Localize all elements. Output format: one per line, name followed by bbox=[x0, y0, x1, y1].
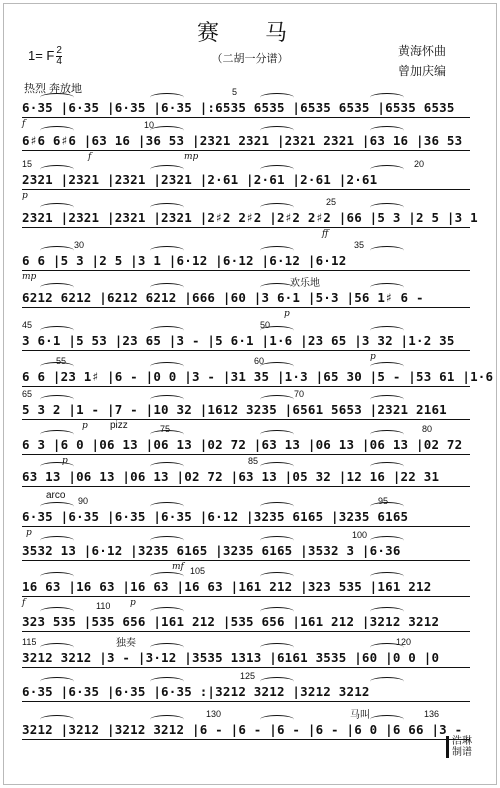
slur-arc bbox=[150, 536, 184, 545]
measure-number: 100 bbox=[352, 530, 368, 540]
slur-arc bbox=[260, 430, 294, 439]
slur-arc bbox=[150, 203, 184, 212]
slur-arc bbox=[260, 93, 294, 102]
measure-number: 15 bbox=[22, 159, 33, 169]
slur-arc bbox=[40, 326, 74, 335]
underline-beam bbox=[22, 667, 470, 668]
notation-line: 6♯6 6♯6 |63 16 |36 53 |2321 2321 |2321 2321 |63 16 |36 53 bbox=[22, 133, 463, 148]
slur-arc bbox=[150, 502, 184, 511]
underline-beam bbox=[22, 526, 470, 527]
slur-arc bbox=[40, 572, 74, 581]
dynamic-marking: p bbox=[130, 598, 136, 608]
notation-line: 323 535 |535 656 |161 212 |535 656 |161 212 |3212 3212 bbox=[22, 614, 440, 629]
notation-line: 3212 3212 |3 - |3·12 |3535 1313 |6161 3535 |60 |0 0 |0 bbox=[22, 650, 440, 665]
staff-row bbox=[22, 356, 494, 389]
slur-arc bbox=[370, 246, 404, 255]
slur-arc bbox=[260, 715, 294, 724]
measure-number: 130 bbox=[206, 709, 222, 719]
slur-arc bbox=[370, 607, 404, 616]
tempo-marking: 热烈 奔放地 bbox=[24, 83, 83, 95]
underline-beam bbox=[22, 386, 470, 387]
slur-arc bbox=[370, 126, 404, 135]
arranger-credit: 曾加庆编 bbox=[398, 64, 447, 78]
notation-line: 3532 13 |6·12 |3235 6165 |3235 6165 |3532 3 |6·36 bbox=[22, 543, 401, 558]
slur-arc bbox=[370, 536, 404, 545]
measure-number: 95 bbox=[378, 496, 389, 506]
measure-number: 35 bbox=[354, 240, 365, 250]
slur-arc bbox=[260, 643, 294, 652]
measure-number: 50 bbox=[260, 320, 271, 330]
measure-number: 30 bbox=[74, 240, 85, 250]
measure-number: 75 bbox=[160, 424, 171, 434]
dynamic-marking: p bbox=[82, 421, 88, 431]
dynamic-marking: f bbox=[22, 119, 26, 129]
slur-arc bbox=[40, 536, 74, 545]
measure-number: 85 bbox=[248, 456, 259, 466]
slur-arc bbox=[370, 203, 404, 212]
slur-arc bbox=[370, 93, 404, 102]
dynamic-marking: p bbox=[26, 528, 32, 538]
measure-number: 115 bbox=[22, 637, 37, 647]
notation-line: 3212 |3212 |3212 3212 |6 - |6 - |6 - |6 - |6 0 |6 66 |3 - bbox=[22, 722, 463, 737]
underline-beam bbox=[22, 419, 470, 420]
score-subtitle: （二胡一分谱） bbox=[211, 53, 289, 65]
slur-arc bbox=[370, 462, 404, 471]
slur-arc bbox=[40, 643, 74, 652]
slur-arc bbox=[150, 93, 184, 102]
measure-number: 20 bbox=[414, 159, 425, 169]
composer-credit: 黄海怀曲 bbox=[398, 44, 447, 58]
slur-arc bbox=[260, 165, 294, 174]
dynamic-marking: mp bbox=[184, 152, 199, 162]
slur-arc bbox=[40, 715, 74, 724]
staff-row bbox=[22, 197, 478, 239]
slur-arc bbox=[150, 677, 184, 686]
dynamic-marking: p bbox=[370, 352, 376, 362]
slur-arc bbox=[370, 283, 404, 292]
slur-arc bbox=[260, 362, 294, 371]
staff-row bbox=[22, 290, 472, 319]
measure-number: 90 bbox=[78, 496, 89, 506]
notation-line: 63 13 |06 13 |06 13 |02 72 |63 13 |05 32 |12 16 |22 31 bbox=[22, 469, 440, 484]
slur-arc bbox=[40, 203, 74, 212]
notation-line: 5 3 2 |1 - |7 - |10 32 |1612 3235 |6561 5653 |2321 2161 bbox=[22, 402, 447, 417]
measure-number: 5 bbox=[232, 87, 238, 97]
underline-beam bbox=[22, 631, 470, 632]
underline-beam bbox=[22, 117, 470, 118]
dynamic-marking: p bbox=[284, 309, 290, 319]
slur-arc bbox=[150, 326, 184, 335]
staff-row bbox=[22, 601, 472, 634]
slur-arc bbox=[150, 607, 184, 616]
underline-beam bbox=[22, 350, 470, 351]
dynamic-marking: p bbox=[22, 191, 28, 201]
slur-arc bbox=[40, 395, 74, 404]
notation-line: 6·35 |6·35 |6·35 |6·35 |6·12 |3235 6165 |3235 6165 bbox=[22, 509, 409, 524]
slur-arc bbox=[260, 607, 294, 616]
slur-arc bbox=[40, 126, 74, 135]
expression-marking: arco bbox=[46, 490, 66, 501]
slur-arc bbox=[260, 572, 294, 581]
measure-number: 105 bbox=[190, 566, 206, 576]
slur-arc bbox=[370, 165, 404, 174]
slur-arc bbox=[150, 572, 184, 581]
transcriber-stamp: 浩琳 制谱 bbox=[446, 736, 472, 758]
measure-number: 70 bbox=[294, 389, 305, 399]
staff-row bbox=[22, 159, 472, 201]
underline-beam bbox=[22, 307, 470, 308]
slur-arc bbox=[40, 165, 74, 174]
slur-arc bbox=[150, 165, 184, 174]
slur-arc bbox=[260, 395, 294, 404]
slur-arc bbox=[260, 502, 294, 511]
slur-arc bbox=[260, 677, 294, 686]
measure-number: 45 bbox=[22, 320, 33, 330]
measure-number: 136 bbox=[424, 709, 440, 719]
slur-arc bbox=[370, 326, 404, 335]
slur-arc bbox=[260, 246, 294, 255]
notation-line: 3 6·1 |5 53 |23 65 |3 - |5 6·1 |1·6 |23 65 |3 32 |1·2 35 bbox=[22, 333, 455, 348]
notation-line: 2321 |2321 |2321 |2321 |2·61 |2·61 |2·61 |2·61 bbox=[22, 172, 378, 187]
time-signature: $\frac{2}{4}$ bbox=[56, 45, 62, 67]
slur-arc bbox=[370, 430, 404, 439]
slur-arc bbox=[150, 283, 184, 292]
measure-number: 120 bbox=[396, 637, 412, 647]
slur-arc bbox=[150, 395, 184, 404]
underline-beam bbox=[22, 739, 470, 740]
expression-marking: pizz bbox=[110, 420, 128, 431]
slur-arc bbox=[150, 462, 184, 471]
underline-beam bbox=[22, 596, 470, 597]
slur-arc bbox=[150, 246, 184, 255]
underline-beam bbox=[22, 560, 470, 561]
slur-arc bbox=[150, 715, 184, 724]
slur-arc bbox=[370, 572, 404, 581]
measure-number: 10 bbox=[144, 120, 155, 130]
slur-arc bbox=[370, 362, 404, 371]
slur-arc bbox=[150, 126, 184, 135]
measure-number: 55 bbox=[56, 356, 67, 366]
slur-arc bbox=[260, 462, 294, 471]
slur-arc bbox=[40, 502, 74, 511]
dynamic-marking: mf bbox=[172, 562, 184, 572]
notation-line: 2321 |2321 |2321 |2321 |2♯2 2♯2 |2♯2 2♯2 |66 |5 3 |2 5 |3 1 bbox=[22, 210, 478, 225]
measure-number: 110 bbox=[96, 601, 111, 611]
slur-arc bbox=[40, 677, 74, 686]
dynamic-marking: f bbox=[88, 152, 92, 162]
notation-line: 16 63 |16 63 |16 63 |16 63 |161 212 |323 535 |161 212 bbox=[22, 579, 432, 594]
expression-marking: 欢乐地 bbox=[290, 278, 320, 289]
slur-arc bbox=[40, 430, 74, 439]
underline-beam bbox=[22, 150, 470, 151]
slur-arc bbox=[40, 283, 74, 292]
staff-row bbox=[22, 240, 472, 282]
dynamic-marking: ff bbox=[322, 229, 329, 239]
staff-row bbox=[22, 120, 472, 162]
slur-arc bbox=[260, 126, 294, 135]
expression-marking: 独奏 bbox=[116, 638, 136, 649]
expression-marking: 马叫 bbox=[350, 710, 370, 721]
slur-arc bbox=[260, 283, 294, 292]
slur-arc bbox=[370, 395, 404, 404]
measure-number: 65 bbox=[22, 389, 33, 399]
measure-number: 25 bbox=[326, 197, 337, 207]
underline-beam bbox=[22, 270, 470, 271]
slur-arc bbox=[370, 715, 404, 724]
key-prefix: 1= F bbox=[28, 47, 55, 63]
notation-line: 6 3 |6 0 |06 13 |06 13 |02 72 |63 13 |06 13 |06 13 |02 72 bbox=[22, 437, 463, 452]
staff-row bbox=[22, 671, 472, 704]
underline-beam bbox=[22, 454, 470, 455]
underline-beam bbox=[22, 701, 470, 702]
score-title: 赛马 bbox=[196, 21, 333, 46]
slur-arc bbox=[370, 677, 404, 686]
notation-line: 6·35 |6·35 |6·35 |6·35 |:6535 6535 |6535 6535 |6535 6535 bbox=[22, 100, 455, 115]
underline-beam bbox=[22, 227, 470, 228]
measure-number: 125 bbox=[240, 671, 256, 681]
slur-arc bbox=[260, 536, 294, 545]
measure-number: 60 bbox=[254, 356, 265, 366]
slur-arc bbox=[40, 462, 74, 471]
slur-arc bbox=[150, 643, 184, 652]
underline-beam bbox=[22, 486, 470, 487]
notation-line: 6·35 |6·35 |6·35 |6·35 :|3212 3212 |3212 3212 bbox=[22, 684, 370, 699]
slur-arc bbox=[40, 93, 74, 102]
notation-line: 6 6 |5 3 |2 5 |3 1 |6·12 |6·12 |6·12 |6·12 bbox=[22, 253, 347, 268]
staff-row bbox=[22, 456, 472, 489]
slur-arc bbox=[40, 246, 74, 255]
measure-number: 80 bbox=[422, 424, 433, 434]
dynamic-marking: mp bbox=[22, 272, 37, 282]
slur-arc bbox=[150, 362, 184, 371]
dynamic-marking: f bbox=[22, 598, 26, 608]
slur-arc bbox=[260, 203, 294, 212]
underline-beam bbox=[22, 189, 470, 190]
notation-line: 6 6 |23 1♯ |6 - |0 0 |3 - |31 35 |1·3 |65 30 |5 - |53 61 |1·6 bbox=[22, 369, 494, 384]
dynamic-marking: p bbox=[62, 456, 68, 466]
slur-arc bbox=[40, 607, 74, 616]
notation-line: 6212 6212 |6212 6212 |666 |60 |3 6·1 |5·3 |56 1♯ 6 - bbox=[22, 290, 424, 305]
